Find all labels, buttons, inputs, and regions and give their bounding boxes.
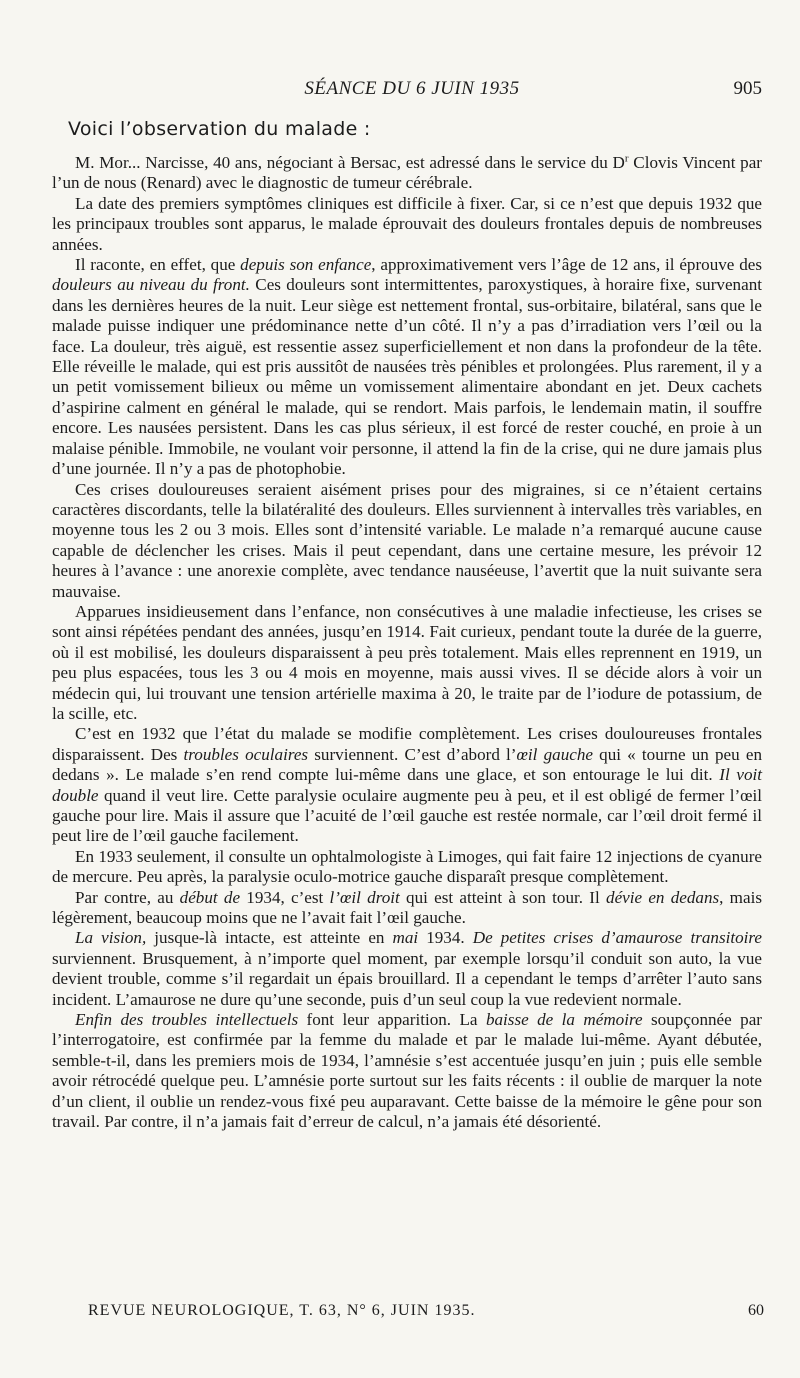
running-title: SÉANCE DU 6 JUIN 1935 bbox=[304, 78, 520, 99]
paragraph-9: La vision, jusque-là intacte, est atteinte en mai 1934. De petites crises d’amaurose transitoire surviennent. Brusquement, à n’importe quel moment, par exemple lorsqu’il conduit son auto, la vue devient trouble, comme s’il regardait un épais brouillard. Il a cependant le temps d’arrêter l’auto sans incident. L’amaurose ne dure qu’une seconde, puis d’un seul coup la vue redevient normale. bbox=[52, 928, 762, 1009]
signature-mark: 60 bbox=[748, 1302, 764, 1319]
paragraph-1: M. Mor... Narcisse, 40 ans, négociant à Bersac, est adressé dans le service du $D^r$ Clovis Vincent par l’un de nous (Renard) avec le diagnostic de tumeur cérébrale. bbox=[52, 152, 762, 193]
paragraph-7: En 1933 seulement, il consulte un ophtalmologiste à Limoges, qui fait faire 12 injections de cyanure de mercure. Peu après, la paralysie oculo-motrice gauche disparaît presque complètement. bbox=[52, 846, 762, 887]
footer bbox=[88, 1302, 764, 1324]
journal-citation: REVUE NEUROLOGIQUE, T. 63, N° 6, JUIN 1935. bbox=[88, 1302, 476, 1319]
article-body bbox=[52, 153, 762, 1133]
paragraph-6: C’est en 1932 que l’état du malade se modifie complètement. Les crises douloureuses frontales disparaissent. Des troubles oculaires surviennent. C’est d’abord l’œil gauche qui « tourne un peu en dedans ». Le malade s’en rend compte lui-même dans une glace, et son entourage le lui dit. Il voit double quand il veut lire. Cette paralysie oculaire augmente peu à peu, et il est obligé de fermer l’œil gauche pour lire. Mais il assure que l’acuité de l’œil gauche est restée normale, car l’œil droit fermé il peut lire de l’œil gauche facilement. bbox=[52, 724, 763, 846]
paragraph-10: Enfin des troubles intellectuels font leur apparition. La baisse de la mémoire soupçonnée par l’interrogatoire, est confirmée par la femme du malade et par le malade lui-même. Ayant débutée, semble-t-il, dans les premiers mois de 1934, l’amnésie s’est accentuée jusqu’en juin ; puis elle semble avoir rétrocédé quelque peu. L’amnésie porte surtout sur les faits récents : il oublie de marquer la note d’un client, il oublie un rendez-vous fixé peu auparavant. Cette baisse de la mémoire le gêne pour son travail. Par contre, il n’a jamais fait d’erreur de calcul, n’a jamais été désorienté. bbox=[52, 1010, 762, 1132]
running-head bbox=[62, 78, 762, 102]
page-number: 905 bbox=[733, 78, 762, 99]
paragraph-2: La date des premiers symptômes cliniques est difficile à fixer. Car, si ce n’est que depuis 1932 que les principaux troubles sont apparus, le malade éprouvait des douleurs frontales depuis de nombreuses années. bbox=[52, 193, 762, 254]
paragraph-4: Ces crises douloureuses seraient aisément prises pour des migraines, si ce n’étaient certains caractères discordants, telle la bilatéralité des douleurs. Elles surviennent à intervalles très variables, en moyenne tous les 2 ou 3 mois. Elles sont d’intensité variable. Le malade n’a remarqué aucune cause capable de déclencher les crises. Mais il peut cependant, dans une certaine mesure, les prévoir 12 heures à l’avance : une anorexie complète, avec tendance nauséeuse, l’avertit que la nuit suivante sera mauvaise. bbox=[52, 479, 762, 601]
intro-heading: Voici l’observation du malade : bbox=[68, 118, 371, 140]
paragraph-3: Il raconte, en effet, que depuis son enfance, approximativement vers l’âge de 12 ans, il éprouve des douleurs au niveau du front. Ces douleurs sont intermittentes, paroxystiques, à horaire fixe, survenant dans les dernières heures de la nuit. Leur siège est nettement frontal, sus-orbitaire, bilatéral, sans que le malade puisse indiquer une prédominance nette d’un côté. Il n’y a pas d’irradiation vers l’œil ou la face. La douleur, très aiguë, est ressentie assez superficiellement et non dans la profondeur de la tête. Elle réveille le malade, qui est pris aussitôt de nausées très pénibles et prolongées. Plus rarement, il y a un petit vomissement bilieux ou même un vomissement alimentaire abondant en jet. Deux cachets d’aspirine calment en général le malade, qui se rendort. Mais parfois, le lendemain matin, il souffre encore. Les nausées persistent. Dans les cas plus sérieux, il est forcé de rester couché, en proie à un malaise pénible. Immobile, ne voulant voir personne, il attend la fin de la crise, qui ne dure jamais plus d’une journée. Il n’y a pas de photophobie. bbox=[52, 255, 762, 479]
paragraph-8: Par contre, au début de 1934, c’est l’œil droit qui est atteint à son tour. Il dévie en dedans, mais légèrement, beaucoup moins que ne l’avait fait l’œil gauche. bbox=[52, 887, 762, 928]
paragraph-5: Apparues insidieusement dans l’enfance, non consécutives à une maladie infectieuse, les crises se sont ainsi répétées pendant des années, jusqu’en 1914. Fait curieux, pendant toute la durée de la guerre, où il est mobilisé, les douleurs disparaissent à peu près totalement. Mais elles reprennent en 1919, un peu plus espacées, tous les 3 ou 4 mois en moyenne, mais aussi vives. Il se décide alors à voir un médecin qui, lui trouvant une tension artérielle maxima à 20, le traite par de l’iodure de potassium, de la scille, etc. bbox=[52, 601, 762, 723]
